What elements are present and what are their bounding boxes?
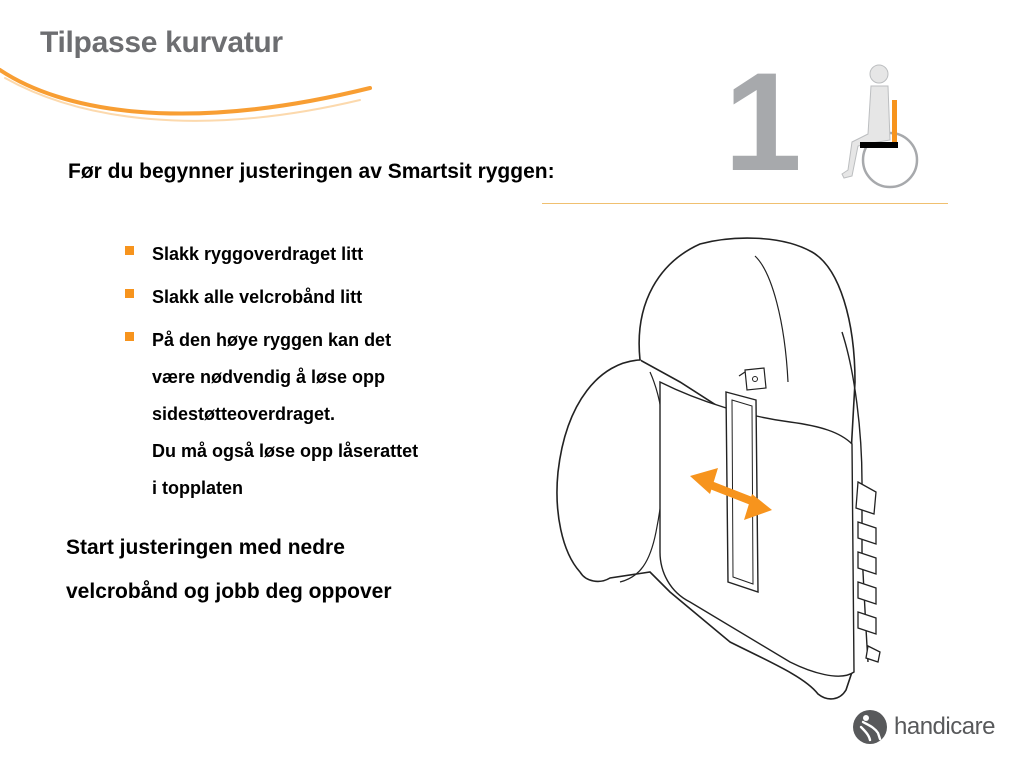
decorative-swoosh (0, 60, 380, 140)
bullet-text: Slakk alle velcrobånd litt (152, 287, 363, 307)
orange-square-icon (125, 246, 134, 255)
start-instruction (66, 526, 486, 614)
subtitle: Før du begynner justeringen av Smartsit ryggen: (68, 160, 555, 183)
orange-square-icon (125, 289, 134, 298)
bullet-text: Du må også løse opp låserattet (152, 441, 419, 461)
bullet-list (120, 236, 500, 513)
backrest-cushion-illustration (550, 232, 950, 712)
bullet-text: Slakk ryggoverdraget litt (152, 244, 364, 264)
bullet-item (120, 279, 500, 316)
handicare-logo-icon (852, 709, 888, 745)
bullet-text: På den høye ryggen kan det (152, 330, 392, 350)
start-instruction-line: Start justeringen med nedre (66, 536, 345, 559)
bullet-text: i topplaten (152, 478, 243, 498)
step-number: 1 (724, 43, 798, 200)
handicare-logo (852, 709, 995, 745)
divider-line (542, 203, 948, 204)
start-instruction-line: velcrobånd og jobb deg oppover (66, 580, 392, 603)
slide-title: Tilpasse kurvatur (40, 26, 283, 59)
wheelchair-user-icon (830, 64, 930, 194)
orange-square-icon (125, 332, 134, 341)
bullet-text: være nødvendig å løse opp (152, 367, 386, 387)
bullet-item (120, 322, 500, 507)
bullet-item (120, 236, 500, 273)
bullet-text: sidestøtteoverdraget. (152, 404, 336, 424)
logo-text: handicare (894, 713, 995, 740)
